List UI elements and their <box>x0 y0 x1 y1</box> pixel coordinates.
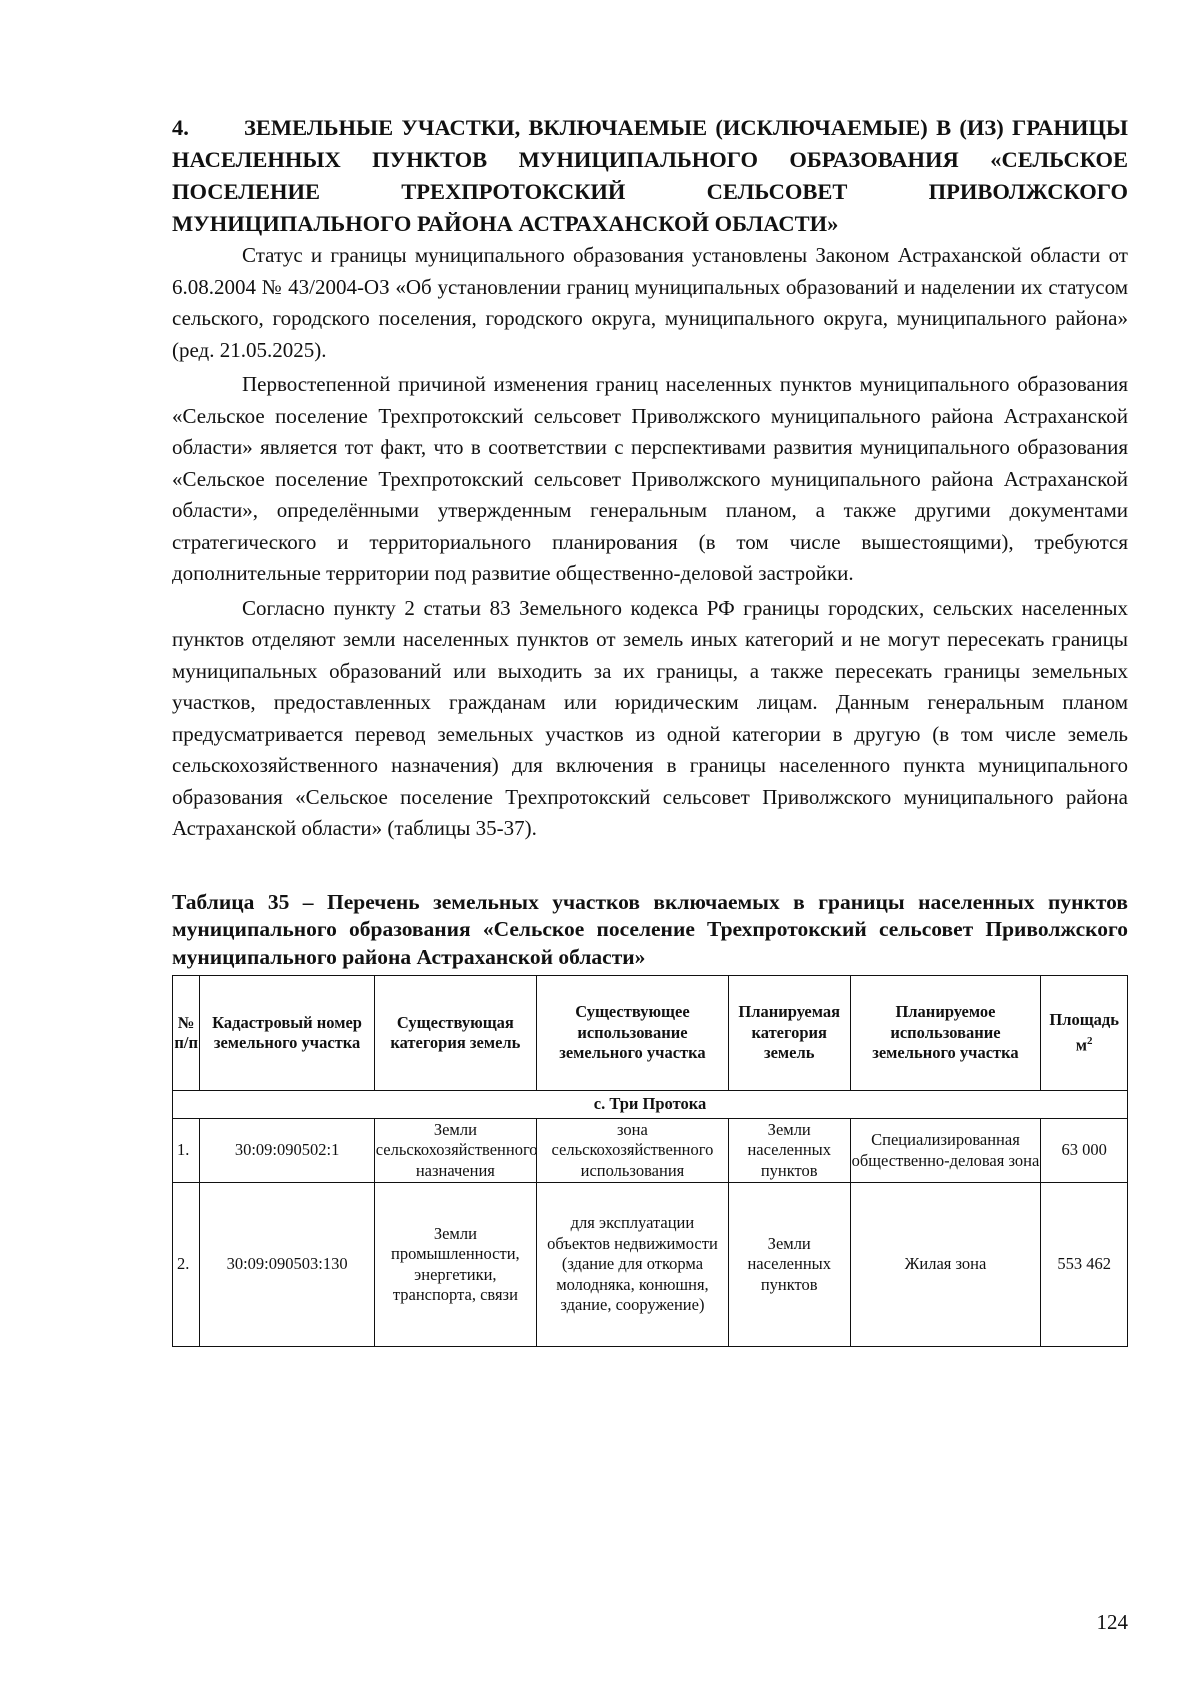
cell-existing-use: зона сельскохозяйственного использования <box>537 1119 729 1183</box>
cell-cadastral: 30:09:090503:130 <box>200 1183 374 1347</box>
area-unit-superscript: 2 <box>1087 1034 1093 1047</box>
cell-planned-use: Жилая зона <box>850 1183 1041 1347</box>
cell-planned-category: Земли населенных пунктов <box>728 1119 850 1183</box>
col-header-planned-use: Планируемое использование земельного участка <box>850 976 1041 1091</box>
cell-existing-category: Земли сельскохозяйственного назначения <box>374 1119 536 1183</box>
cell-num: 1. <box>173 1119 200 1183</box>
cell-existing-use: для эксплуатации объектов недвижимости (здание для откорма молодняка, конюшня, здание, сооружение) <box>537 1183 729 1347</box>
paragraph-reason: Первостепенной причиной изменения границ населенных пунктов муниципального образования «Сельское поселение Трехпротокский сельсовет Приволжского муниципального района Астраханской области» является тот факт, что в соответствии с перспективами развития муниципального образования «Сельское поселение Трехпротокский сельсовет Приволжского муниципального района Астраханской области», определёнными утвержденным генеральным планом, а также другими документами стратегического и территориального планирования (в том числе вышестоящими), требуются дополнительные территории под развитие общественно-деловой застройки. <box>172 372 1128 585</box>
col-header-existing-category: Существующая категория земель <box>374 976 536 1091</box>
col-header-area <box>1041 976 1128 1091</box>
col-header-cadastral: Кадастровый номер земельного участка <box>200 976 374 1091</box>
section-heading <box>172 112 1128 240</box>
cell-existing-category: Земли промышленности, энергетики, транспорта, связи <box>374 1183 536 1347</box>
table-header-row <box>173 976 1128 1091</box>
table-caption: Таблица 35 – Перечень земельных участков включаемых в границы населенных пунктов муниципального образования «Сельское поселение Трехпротокский сельсовет Приволжского муниципального района Астраханской области» <box>172 889 1128 969</box>
area-label: Площадь м <box>1049 1010 1119 1055</box>
page-number: 124 <box>1096 1610 1128 1634</box>
section-number: 4. <box>172 115 189 140</box>
cell-area: 553 462 <box>1041 1183 1128 1347</box>
document-page <box>172 112 1128 1347</box>
table-row <box>173 1119 1128 1183</box>
cell-cadastral: 30:09:090502:1 <box>200 1119 374 1183</box>
cell-planned-use: Специализированная общественно-деловая зона <box>850 1119 1041 1183</box>
cell-num: 2. <box>173 1183 200 1347</box>
col-header-existing-use: Существующее использование земельного участка <box>537 976 729 1091</box>
paragraph-land-code: Согласно пункту 2 статьи 83 Земельного кодекса РФ границы городских, сельских населенных пунктов отделяют земли населенных пунктов от земель иных категорий и не могут пересекать границы муниципальных образований или выходить за их границы, а также пересекать границы земельных участков, предоставленных гражданам или юридическим лицам. Данным генеральным планом предусматривается перевод земельных участков из одной категории в другую (в том числе земель сельскохозяйственного назначения) для включения в границы населенного пункта муниципального образования «Сельское поселение Трехпротокский сельсовет Приволжского муниципального района Астраханской области» (таблицы 35-37). <box>172 595 1128 840</box>
paragraph-status: Статус и границы муниципального образования установлены Законом Астраханской области от 6.08.2004 № 43/2004-ОЗ «Об установлении границ муниципальных образований и наделении их статусом сельского, городского поселения, городского округа, муниципального округа, муниципального района» (ред. 21.05.2025). <box>172 243 1128 362</box>
land-plots-table <box>172 975 1128 1347</box>
section-settlement: с. Три Протока <box>173 1091 1128 1119</box>
col-header-planned-category: Планируемая категория земель <box>728 976 850 1091</box>
table-section-row <box>173 1091 1128 1119</box>
col-header-num: № п/п <box>173 976 200 1091</box>
table-row <box>173 1183 1128 1347</box>
cell-planned-category: Земли населенных пунктов <box>728 1183 850 1347</box>
section-title: ЗЕМЕЛЬНЫЕ УЧАСТКИ, ВКЛЮЧАЕМЫЕ (ИСКЛЮЧАЕМЫЕ) В (ИЗ) ГРАНИЦЫ НАСЕЛЕННЫХ ПУНКТОВ МУНИЦИПАЛЬНОГО ОБРАЗОВАНИЯ «СЕЛЬСКОЕ ПОСЕЛЕНИЕ ТРЕХПРОТОКСКИЙ СЕЛЬСОВЕТ ПРИВОЛЖСКОГО МУНИЦИПАЛЬНОГО РАЙОНА АСТРАХАНСКОЙ ОБЛАСТИ» <box>172 115 1128 236</box>
cell-area: 63 000 <box>1041 1119 1128 1183</box>
